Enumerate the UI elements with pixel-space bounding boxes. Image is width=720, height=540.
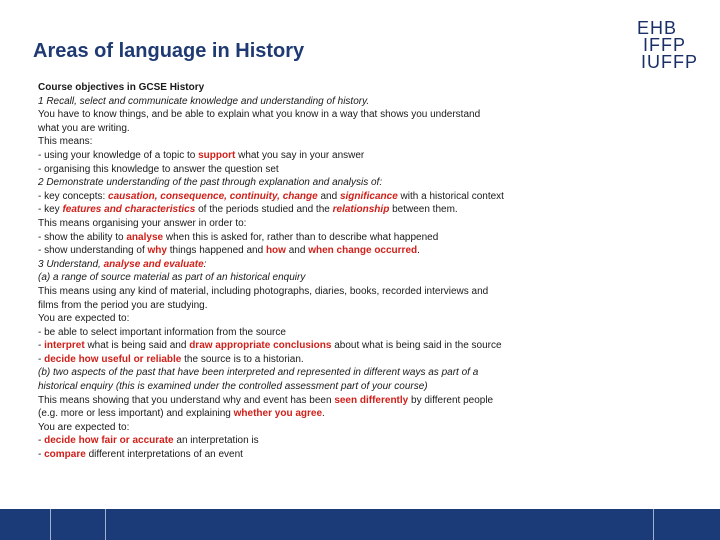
text-run: . — [322, 408, 325, 420]
text-run: (e.g. more or less important) and explaining — [38, 408, 234, 420]
text-run: (a) a range of source material as part of an historical enquiry — [38, 272, 306, 284]
highlighted-term: decide how useful or reliable — [44, 353, 182, 365]
text-line — [38, 258, 558, 272]
text-line — [38, 339, 558, 353]
text-line — [38, 176, 558, 190]
text-run: 1 Recall, select and communicate knowledge and understanding of history. — [38, 95, 370, 107]
institution-logo — [637, 20, 697, 71]
text-line — [38, 271, 558, 285]
text-run: and — [317, 190, 340, 202]
text-line — [38, 108, 558, 122]
text-line — [38, 95, 558, 109]
text-run: what you are writing. — [38, 122, 130, 134]
course-objectives-text — [38, 81, 558, 462]
highlighted-term: decide how fair or accurate — [44, 435, 174, 447]
text-run: things happened and — [166, 245, 266, 257]
text-run: (b) two aspects of the past that have been interpreted and represented in different ways as part of a — [38, 367, 479, 379]
text-run: by different people — [408, 394, 494, 406]
text-line — [38, 244, 558, 258]
text-run: - — [38, 340, 45, 352]
text-run: films from the period you are studying. — [38, 299, 208, 311]
highlighted-term: seen differently — [334, 394, 409, 406]
highlighted-term: analyse and evaluate — [103, 258, 204, 270]
text-run: different interpretations of an event — [85, 449, 243, 461]
text-run: . — [417, 245, 420, 257]
text-line — [38, 203, 558, 217]
text-run: with a historical context — [397, 190, 504, 202]
text-run: - — [38, 449, 45, 461]
text-line — [38, 163, 558, 177]
logo-line-3: IUFFP — [641, 52, 698, 72]
text-line — [38, 353, 558, 367]
text-line — [38, 285, 558, 299]
text-run: This means: — [38, 136, 93, 148]
text-run: 2 Demonstrate understanding of the past through explanation and analysis of: — [38, 177, 383, 189]
text-run: You have to know things, and be able to explain what you know in a way that shows you understand — [38, 109, 481, 121]
text-line — [38, 122, 558, 136]
text-line — [38, 407, 558, 421]
text-run: - be able to select important information from the source — [38, 326, 286, 338]
text-line — [38, 366, 558, 380]
text-run: the source is to a historian. — [181, 353, 304, 365]
text-run: what you say in your answer — [235, 149, 365, 161]
text-run: when this is asked for, rather than to describe what happened — [163, 231, 439, 243]
highlighted-term: analyse — [126, 231, 164, 243]
text-line — [38, 299, 558, 313]
text-run: historical enquiry (this is examined under the controlled assessment part of your course) — [38, 381, 428, 393]
text-line — [38, 394, 558, 408]
highlighted-term: support — [198, 149, 236, 161]
text-line — [38, 448, 558, 462]
highlighted-term: when change occurred — [308, 245, 418, 257]
text-line — [38, 190, 558, 204]
highlighted-term: how — [265, 245, 286, 257]
text-run: between them. — [389, 204, 458, 216]
text-line — [38, 81, 558, 95]
text-line — [38, 149, 558, 163]
page-title: Areas of language in History — [33, 40, 305, 62]
text-run: This means showing that you understand why and event has been — [38, 394, 335, 406]
text-line — [38, 217, 558, 231]
text-run: Course objectives in GCSE History — [38, 82, 205, 93]
text-run: - using your knowledge of a topic to — [38, 149, 199, 161]
text-run: : — [203, 258, 207, 270]
footer-divider — [50, 509, 51, 540]
text-run: - show the ability to — [38, 231, 127, 243]
text-run: This means organising your answer in order to: — [38, 217, 247, 229]
text-line — [38, 312, 558, 326]
footer-bar — [0, 509, 720, 540]
text-line — [38, 434, 558, 448]
highlighted-term: relationship — [332, 204, 390, 216]
text-line — [38, 380, 558, 394]
text-run: - show understanding of — [38, 245, 148, 257]
highlighted-term: significance — [339, 190, 398, 202]
footer-divider — [105, 509, 106, 540]
text-run: You are expected to: — [38, 313, 130, 325]
highlighted-term: whether you agree — [233, 408, 323, 420]
highlighted-term: draw appropriate conclusions — [189, 340, 332, 352]
text-run: - organising this knowledge to answer the question set — [38, 163, 279, 175]
logo-line-1: EHB — [637, 18, 678, 38]
text-line — [38, 135, 558, 149]
text-run: about what is being said in the source — [331, 340, 502, 352]
highlighted-term: causation, consequence, continuity, change — [108, 190, 318, 202]
text-line — [38, 326, 558, 340]
text-line — [38, 421, 558, 435]
highlighted-term: interpret — [44, 340, 85, 352]
text-run: - — [38, 353, 45, 365]
text-run: what is being said and — [84, 340, 190, 352]
text-run: This means using any kind of material, including photographs, diaries, books, recorded interviews and — [38, 285, 489, 297]
logo-line-2: IFFP — [643, 35, 686, 55]
text-line — [38, 231, 558, 245]
text-run: an interpretation is — [173, 435, 259, 447]
highlighted-term: why — [147, 245, 167, 257]
highlighted-term: features and characteristics — [62, 204, 196, 216]
text-run: - key concepts: — [38, 190, 109, 202]
text-run: 3 Understand, — [38, 258, 104, 270]
highlighted-term: compare — [44, 449, 86, 461]
text-run: - key — [38, 204, 63, 216]
text-run: and — [285, 245, 309, 257]
text-run: You are expected to: — [38, 421, 130, 433]
text-run: of the periods studied and the — [195, 204, 333, 216]
footer-divider — [653, 509, 654, 540]
text-run: - — [38, 435, 45, 447]
